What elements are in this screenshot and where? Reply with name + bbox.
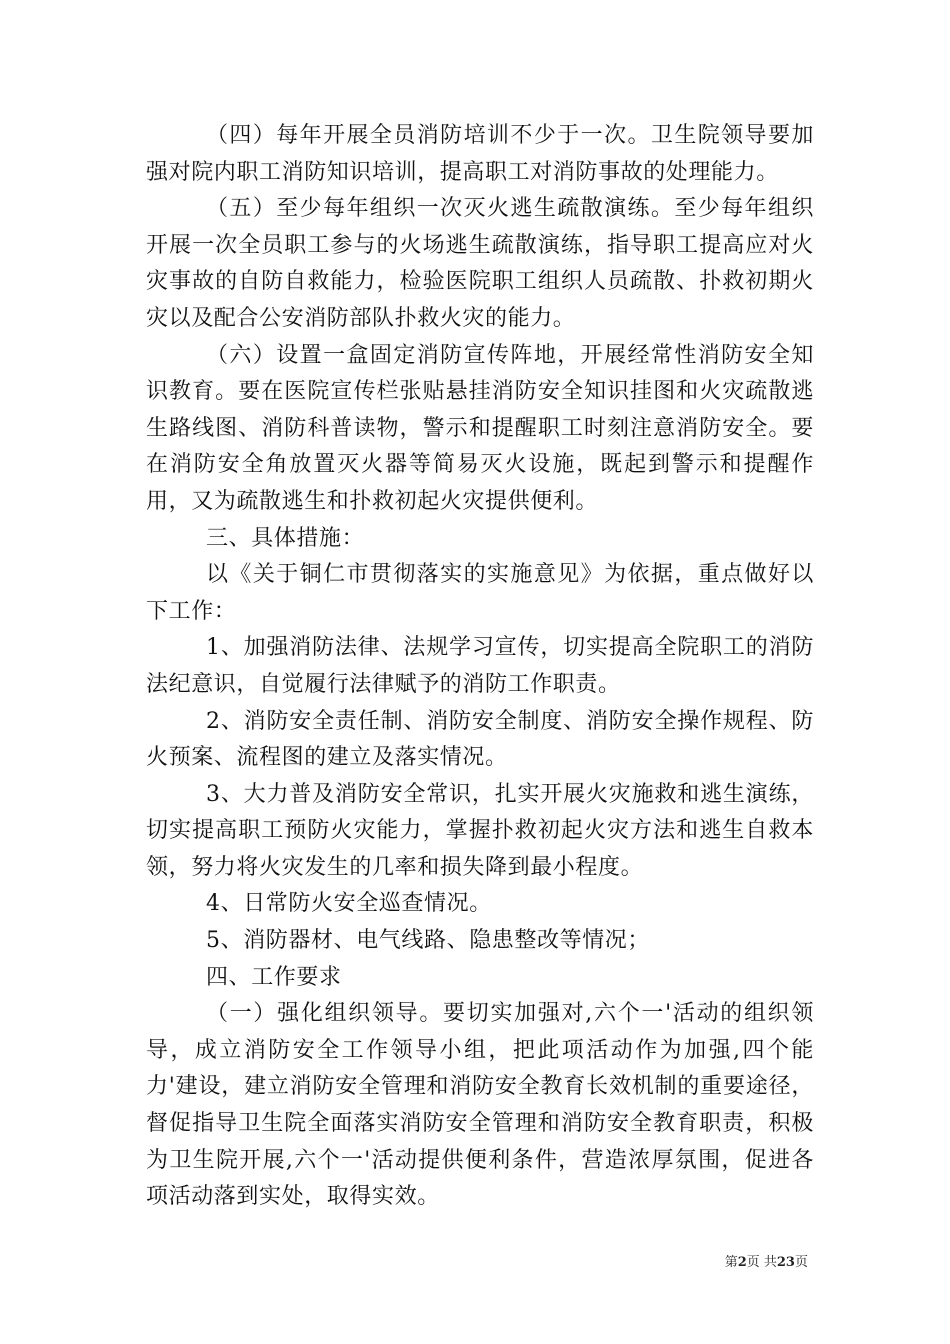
paragraph-publicity-site: （六）设置一盒固定消防宣传阵地，开展经常性消防安全知识教育。要在医院宣传栏张贴悬挂消防安全知识挂图和火灾疏散逃生路线图、消防科普读物，警示和提醒职工时刻注意消防安全。要在消防安全角放置灭火器等简易灭火设施，既起到警示和提醒作用，又为疏散逃生和扑救初起火灾提供便利。 xyxy=(146,342,814,514)
body-text xyxy=(146,118,814,1216)
paragraph-evacuation-drill: （五）至少每年组织一次灭火逃生疏散演练。至少每年组织开展一次全员职工参与的火场逃生疏散演练，指导职工提高应对火灾事故的自防自救能力，检验医院职工组织人员疏散、扑救初期火灾以及配合公安消防部队扑救火灾的能力。 xyxy=(146,196,814,331)
page-footer xyxy=(725,1251,808,1270)
footer-page-number: 2 xyxy=(737,1255,747,1270)
footer-middle: 页 共 xyxy=(746,1255,777,1270)
list-item-2: 2、消防安全责任制、消防安全制度、消防安全操作规程、防火预案、流程图的建立及落实情况。 xyxy=(146,708,814,771)
list-item-4: 4、日常防火安全巡查情况。 xyxy=(206,891,492,917)
list-item-3: 3、大力普及消防安全常识，扎实开展火灾施救和逃生演练，切实提高职工预防火灾能力，掌握扑救初起火灾方法和逃生自救本领，努力将火灾发生的几率和损失降到最小程度。 xyxy=(146,781,814,880)
list-item-1: 1、加强消防法律、法规学习宣传，切实提高全院职工的消防法纪意识，自觉履行法律赋予的消防工作职责。 xyxy=(146,635,814,697)
paragraph-fire-training: （四）每年开展全员消防培训不少于一次。卫生院领导要加强对院内职工消防知识培训，提高职工对消防事故的处理能力。 xyxy=(146,123,814,185)
list-item-5: 5、消防器材、电气线路、隐患整改等情况； xyxy=(206,928,650,954)
paragraph-organization-leadership: （一）强化组织领导。要切实加强对,六个一'活动的组织领导，成立消防安全工作领导小组，把此项活动作为加强,四个能力'建设，建立消防安全管理和消防安全教育长效机制的重要途径，督促指导卫生院全面落实消防安全管理和消防安全教育职责，积极为卫生院开展,六个一'活动提供便利条件，营造浓厚氛围，促进各项活动落到实处，取得实效。 xyxy=(146,1001,814,1210)
footer-suffix: 页 xyxy=(794,1255,808,1270)
section-heading-measures: 三、具体措施： xyxy=(206,525,365,551)
section-heading-requirements: 四、工作要求 xyxy=(206,964,342,990)
footer-prefix: 第 xyxy=(724,1255,738,1270)
footer-total-pages: 23 xyxy=(776,1255,795,1270)
paragraph-basis: 以《关于铜仁市贯彻落实的实施意见》为依据，重点做好以下工作： xyxy=(146,562,814,624)
